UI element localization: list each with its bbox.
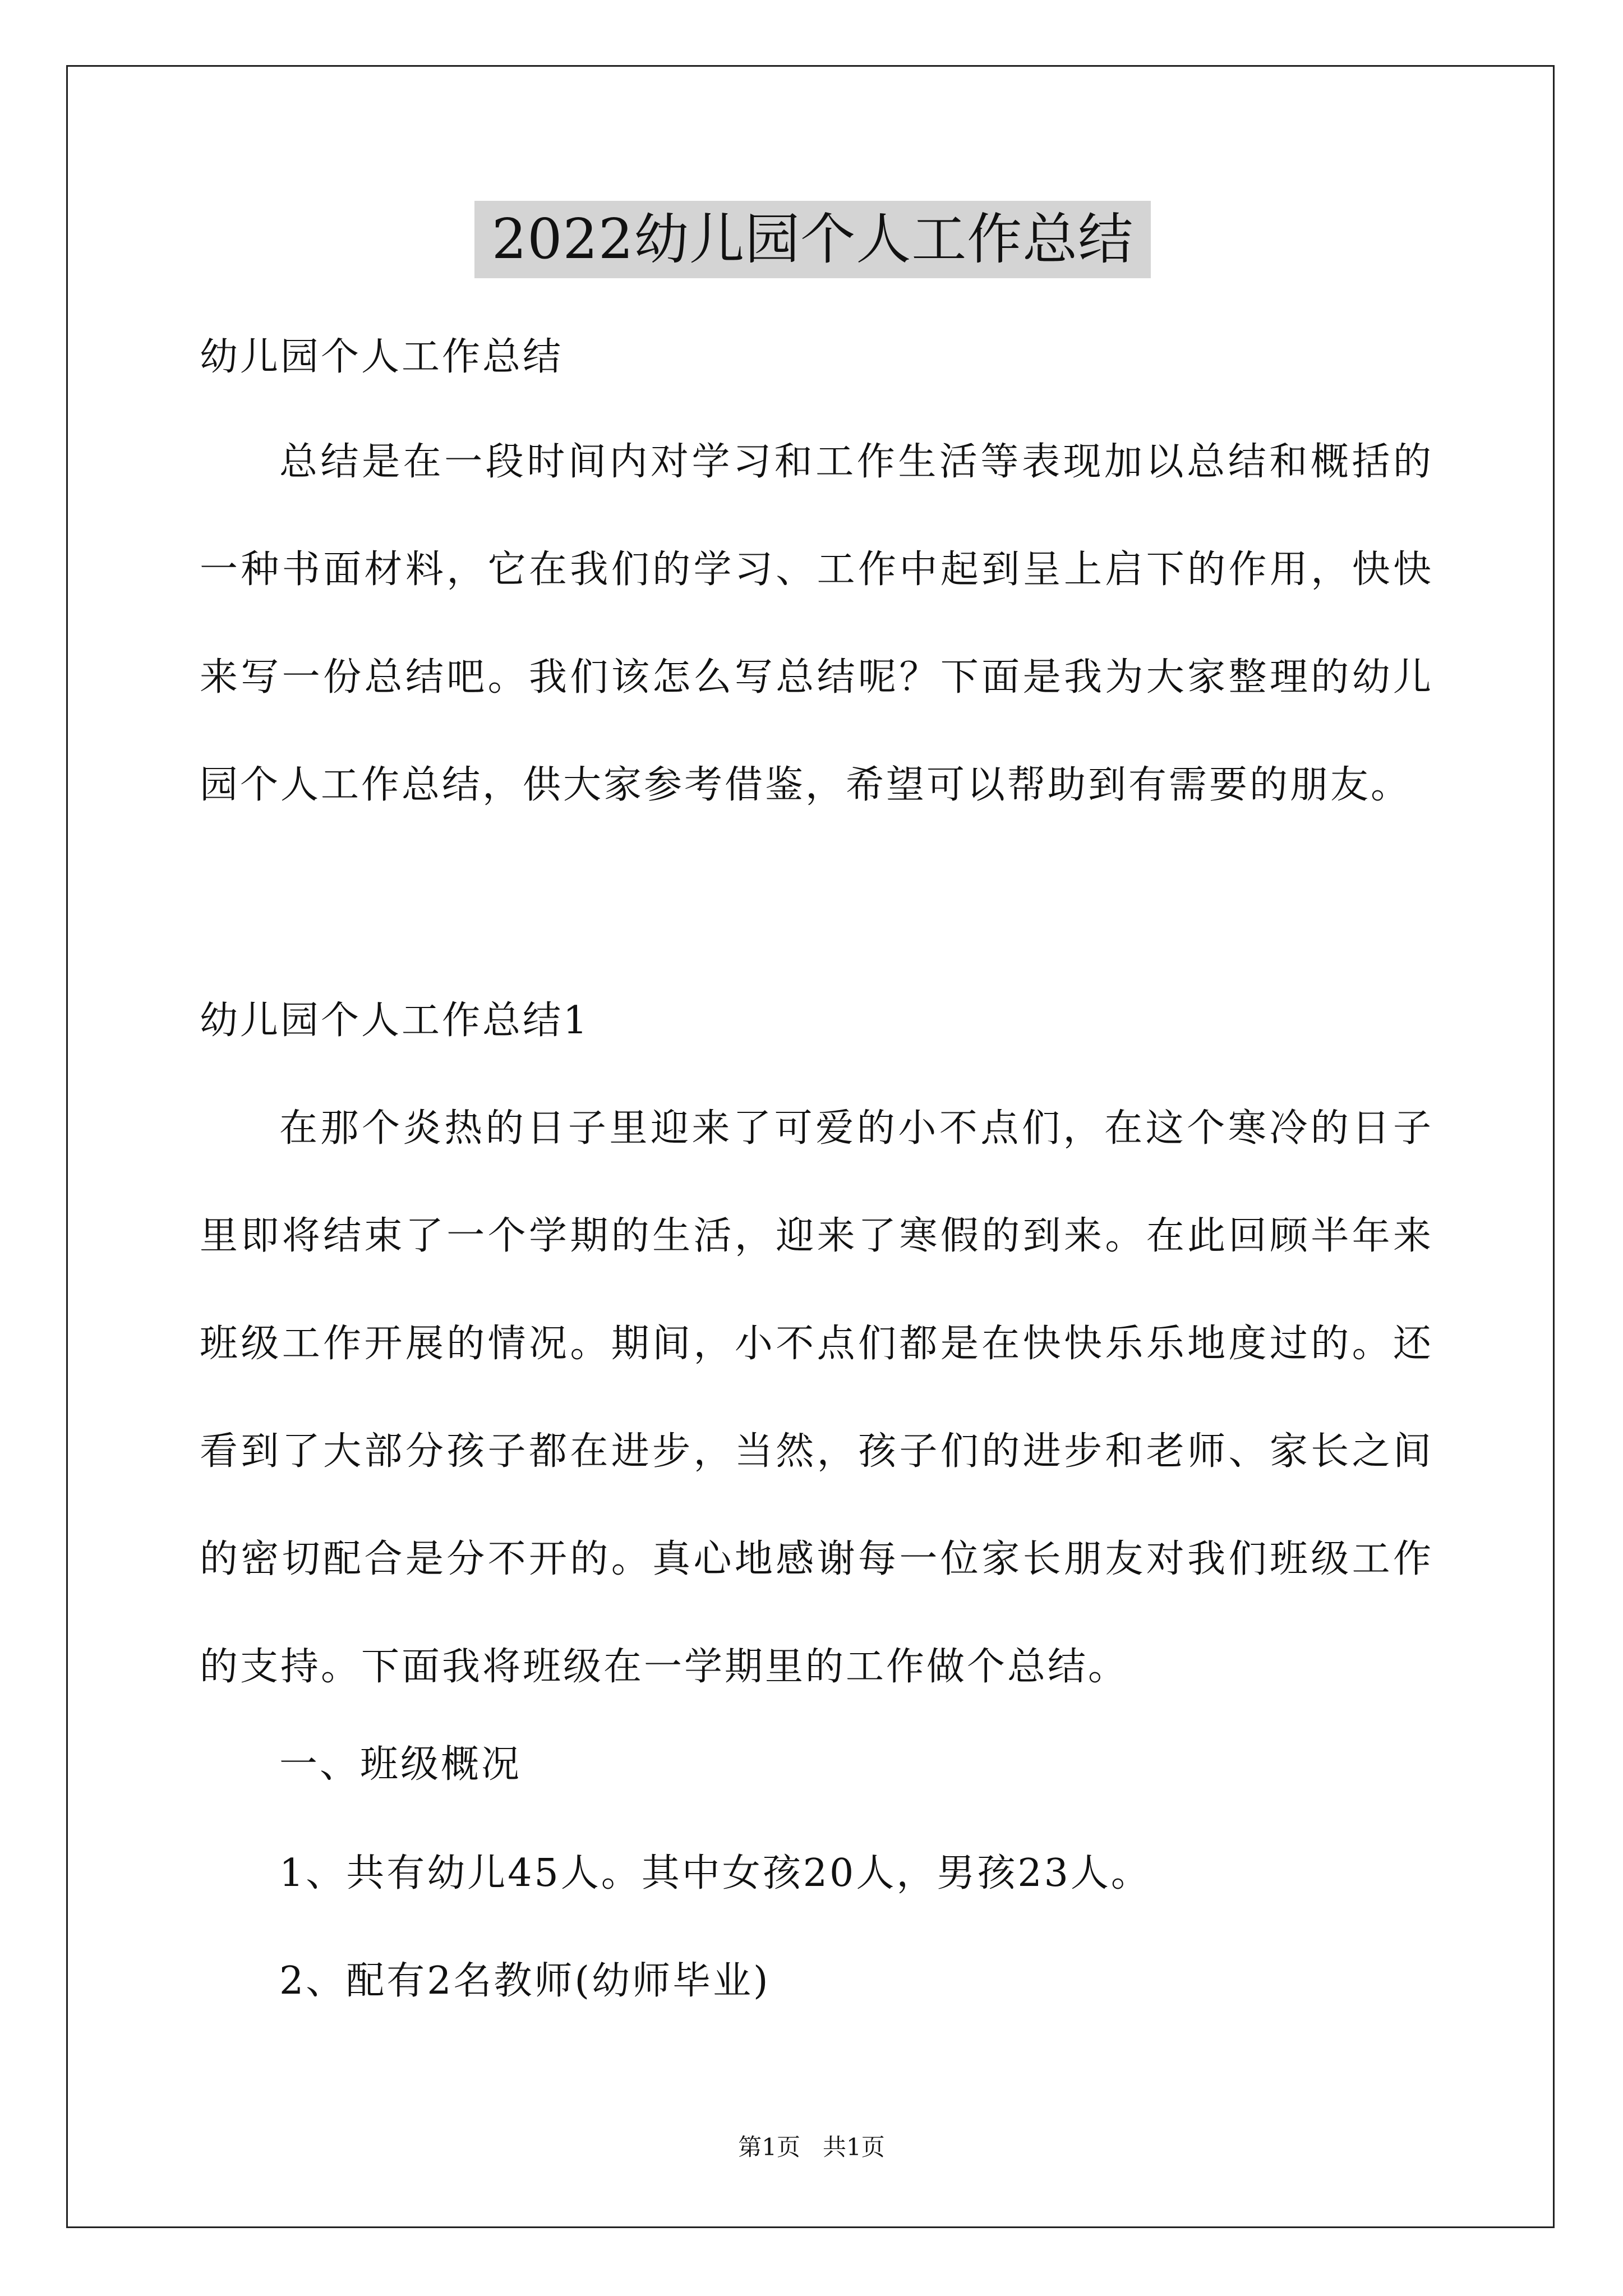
paragraph-line: 总结是在一段时间内对学习和工作生活等表现加以总结和概括的 (279, 440, 1433, 484)
subheading-class-overview: 一、班级概况 (279, 1742, 522, 1787)
paragraph-line: 来写一份总结吧。我们该怎么写总结呢？下面是我为大家整理的幼儿 (200, 655, 1433, 700)
list-item: 2、配有2名教师(幼师毕业) (279, 1959, 771, 2003)
paragraph-line: 的密切配合是分不开的。真心地感谢每一位家长朋友对我们班级工作 (200, 1537, 1433, 1581)
document-title: 2022幼儿园个人工作总结 (474, 201, 1151, 278)
section-heading-1: 幼儿园个人工作总结1 (200, 999, 590, 1043)
page-number: 第1页 (738, 2133, 800, 2161)
paragraph-line: 一种书面材料，它在我们的学习、工作中起到呈上启下的作用，快快 (200, 547, 1433, 592)
page-total: 共1页 (823, 2133, 885, 2161)
paragraph-line: 的支持。下面我将班级在一学期里的工作做个总结。 (200, 1645, 1129, 1689)
section-heading-intro: 幼儿园个人工作总结 (200, 335, 564, 379)
page-footer (0, 2131, 1623, 2164)
list-item: 1、共有幼儿45人。其中女孩20人，男孩23人。 (279, 1851, 1151, 1895)
paragraph-line: 在那个炎热的日子里迎来了可爱的小不点们，在这个寒冷的日子 (279, 1106, 1433, 1151)
paragraph-line: 看到了大部分孩子都在进步，当然，孩子们的进步和老师、家长之间 (200, 1429, 1433, 1474)
paragraph-line: 里即将结束了一个学期的生活，迎来了寒假的到来。在此回顾半年来 (200, 1214, 1433, 1258)
paragraph-line: 园个人工作总结，供大家参考借鉴，希望可以帮助到有需要的朋友。 (200, 763, 1412, 807)
paragraph-line: 班级工作开展的情况。期间，小不点们都是在快快乐乐地度过的。还 (200, 1322, 1433, 1366)
